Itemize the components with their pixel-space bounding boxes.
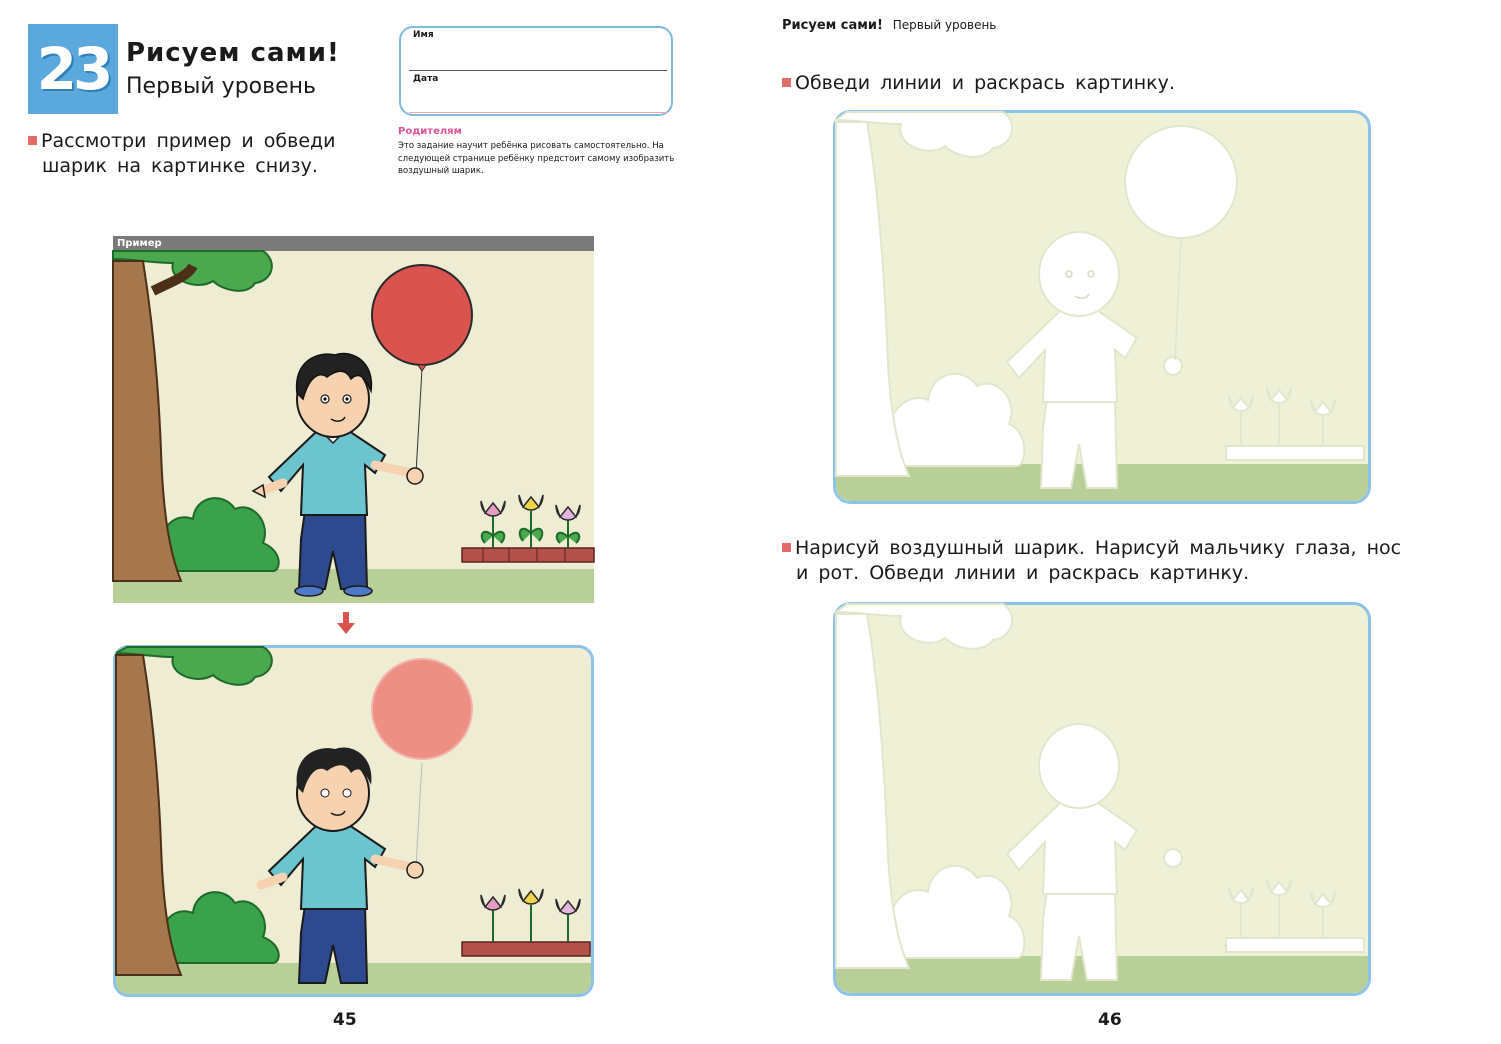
bullet-icon [782,543,791,552]
instruction-line-2: шарик на картинке снизу. [42,155,318,177]
instruction-text-1: Обведи линии и раскрась картинку. [795,72,1175,94]
instruction-left [28,129,336,179]
name-field[interactable] [409,70,667,71]
parents-note-text: Это задание научит ребёнка рисовать самостоятельно. На следующей странице ребёнку предстоит самому изобразить воздушный шарик. [398,141,675,176]
page-number-left: 45 [333,1010,357,1030]
bullet-icon [782,78,791,87]
example-label: Пример [113,236,594,251]
name-label: Имя [413,30,434,40]
running-header [782,18,996,33]
instruction-line-1: Рассмотри пример и обведи [41,130,336,152]
instruction-text-2a: Нарисуй воздушный шарик. Нарисуй мальчику глаза, нос [795,537,1402,559]
parents-note-title: Родителям [398,126,462,137]
lesson-number-badge: 23 [28,24,118,114]
name-date-box [399,26,673,116]
instruction-right-1 [782,71,1175,96]
draw-balloon-picture[interactable] [833,602,1371,996]
down-arrow-icon [336,612,356,636]
trace-balloon-picture[interactable] [113,645,594,997]
example-picture [113,251,594,603]
date-field[interactable] [409,112,667,113]
date-label: Дата [413,74,439,84]
page-number-right: 46 [1098,1010,1122,1030]
instruction-text-2b: и рот. Обведи линии и раскрась картинку. [796,562,1250,584]
page-title: Рисуем сами! [126,38,340,68]
running-title: Рисуем сами! [782,18,883,33]
page-subtitle: Первый уровень [126,74,316,99]
bullet-icon [28,136,37,145]
instruction-right-2 [782,536,1401,586]
trace-picture-1[interactable] [833,110,1371,504]
running-subtitle: Первый уровень [892,18,997,32]
